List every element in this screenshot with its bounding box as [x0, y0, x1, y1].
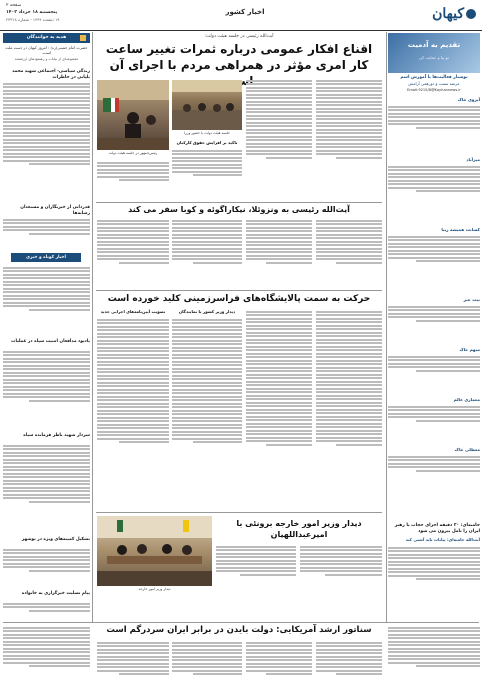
left-head-5: تشکیل کمیته‌های ویژه در بوشهر: [21, 537, 90, 542]
logo-text: کیهان: [432, 6, 464, 22]
lead-photo-1: [172, 80, 242, 130]
bottom-body-3: [246, 640, 312, 697]
right-head-7: معطلی خاک: [454, 447, 480, 452]
left-head-6: پیام تسلیت خبرگزاری به خانواده: [21, 591, 90, 596]
lead-body-col-4: [97, 160, 169, 200]
sub-head-1: تاکید بر افزایش حقوق کارکنان: [176, 140, 238, 145]
left-head-1: زندگی سیاسی- اجتماعی شهید محمد بلیانی در خاطرات: [12, 69, 90, 80]
sub-head-3: تصویب آیین‌نامه‌های اجرایی جدید: [100, 309, 166, 314]
left-text-1: [3, 81, 90, 201]
right-text-2: [388, 164, 480, 224]
masthead: [0, 0, 482, 31]
promo-line-1: نوشتار فعالیت‌ها با آموزش اسم: [400, 75, 468, 80]
right-head-4: بیت خبر: [463, 297, 480, 302]
bottom-body-6: [3, 625, 90, 697]
third-headline: حرکت به سمت پالایشگاه‌های فراسرزمینی کلید خورده است: [107, 294, 371, 304]
second-body-2: [246, 218, 312, 288]
third-body-1: [316, 309, 382, 509]
promo-banner[interactable]: [388, 33, 480, 73]
lead-photo-caption-2: جلسه هیئت دولت با حضور وزرا: [184, 131, 230, 135]
bottom-body-1: [388, 625, 480, 697]
right-bottom-head: خامنه‌ای: ۲۰ دقیقه اجرای حجاب با رهبر ایران را تامل بیرون می شود: [394, 523, 480, 534]
right-text-5: [388, 354, 480, 394]
logo: [428, 2, 476, 26]
page-label: صفحه ۲: [6, 3, 22, 8]
bottom-body-4: [172, 640, 242, 697]
third-body-3: [172, 317, 242, 509]
lead-photo-caption-1: رئیس‌جمهور در جلسه هیئت دولت: [108, 151, 158, 155]
right-head-2: میرآباد: [466, 157, 480, 162]
section-title: اخبار کشور: [225, 8, 265, 16]
left-column: [3, 33, 90, 623]
lead-kicker: آیت‌الله رئیسی در جلسه هیئت دولت:: [204, 34, 274, 39]
left-text-5: [3, 443, 90, 533]
left-text-4: [3, 349, 90, 429]
right-head-6: معماری عالم: [453, 397, 480, 402]
promo-email[interactable]: Email:9215/8@Kayhannews.ir: [407, 88, 461, 92]
logo-emblem-icon: [466, 9, 476, 19]
fourth-body-1: [300, 544, 382, 594]
right-head-5: مبهم خاک: [459, 347, 480, 352]
photo-meeting-icon: [97, 80, 169, 150]
left-text-2: [3, 217, 90, 249]
promo-banner-title: تقدیم به آدمیت: [407, 41, 461, 49]
short-news-box: اخبار کوتاه و خبری: [11, 253, 81, 262]
right-text-6: [388, 404, 480, 444]
lead-body-col-2: [246, 78, 312, 193]
right-bottom-story: [388, 523, 480, 625]
right-section-1: [388, 97, 480, 494]
second-body-4: [97, 218, 169, 288]
gift-banner: هدیه به خوانندگان: [3, 33, 90, 43]
left-text-3: [3, 265, 90, 335]
right-text-3: [388, 234, 480, 294]
lead-body-col-3: [172, 148, 242, 200]
left-head-3: یادبود مدافعان امنیت سپاه در عملیات: [11, 339, 90, 344]
third-body-2: [246, 309, 312, 509]
promo-quote-2: مجموعه‌ای از بیانات و رهنمودهای ارزشمند: [14, 57, 79, 61]
third-body-4: [97, 317, 169, 509]
right-head-3: کسانت همیشه زیبا: [441, 227, 480, 232]
bottom-body-5: [97, 640, 169, 697]
photo-people-icon: [172, 80, 242, 130]
date-line: پنجشنبه ۱۸ خرداد ۱۴۰۲: [6, 10, 58, 15]
left-head-2: قدردانی از خبرنگاران و مستعدان رسانه‌ها: [20, 205, 90, 216]
bottom-body-2: [316, 640, 382, 697]
promo-banner-caption: تو بیا و حمایت کن: [419, 55, 449, 60]
right-bottom-text: [388, 545, 480, 625]
right-text-7: [388, 454, 480, 494]
left-text-7: [3, 601, 90, 623]
right-text-4: [388, 304, 480, 344]
sub-head-2: دیدار وزیر کشور با نمایندگان: [178, 309, 236, 314]
fourth-body-2: [216, 544, 296, 594]
left-text-6: [3, 547, 90, 587]
fourth-photo-caption: دیدار وزیر امور خارجه: [138, 587, 171, 591]
fourth-headline: دیدار وزیر امور خارجه برونئی با امیرعبداللهیان: [236, 519, 362, 539]
gift-icon: [80, 35, 86, 41]
promo-line-2: عرضه سمت و دورهمی آرامش: [408, 81, 460, 86]
bottom-headline: سناتور ارشد آمریکایی: دولت بایدن در برابر ایران سردرگم است: [106, 625, 372, 635]
photo-delegation-icon: [97, 516, 212, 586]
promo-quote: حضرت امام خمینی(ره) : امروز کیهان در دست ملت است.: [5, 45, 88, 55]
left-head-4: سردار شهید ناظر فرمانده سپاه: [23, 433, 90, 438]
issue-line: ۱۹ ذیقعده ۱۴۴۴ - شماره ۲۳۳۱۸: [6, 17, 60, 22]
right-column: [388, 33, 480, 623]
second-body-1: [316, 218, 382, 288]
lead-headline: اقناع افکار عمومی درباره ثمرات تغییر ساعت کار امری مؤثر در همراهی مردم با اجرای آن: [105, 42, 373, 72]
right-head-1: آیروی خاک: [457, 97, 480, 102]
second-body-3: [172, 218, 242, 288]
second-headline: آیت‌الله رئیسی به ونزوئلا، نیکاراگوئه و کوبا سفر می کند: [128, 205, 350, 214]
lead-photo-2: [97, 80, 169, 150]
right-bottom-head-2: آیت‌الله خامنه‌ای: بیانات باید آشتی کند: [405, 537, 480, 542]
fourth-photo: [97, 516, 212, 586]
lead-body-col-1: [316, 78, 382, 193]
right-text-1: [388, 104, 480, 154]
